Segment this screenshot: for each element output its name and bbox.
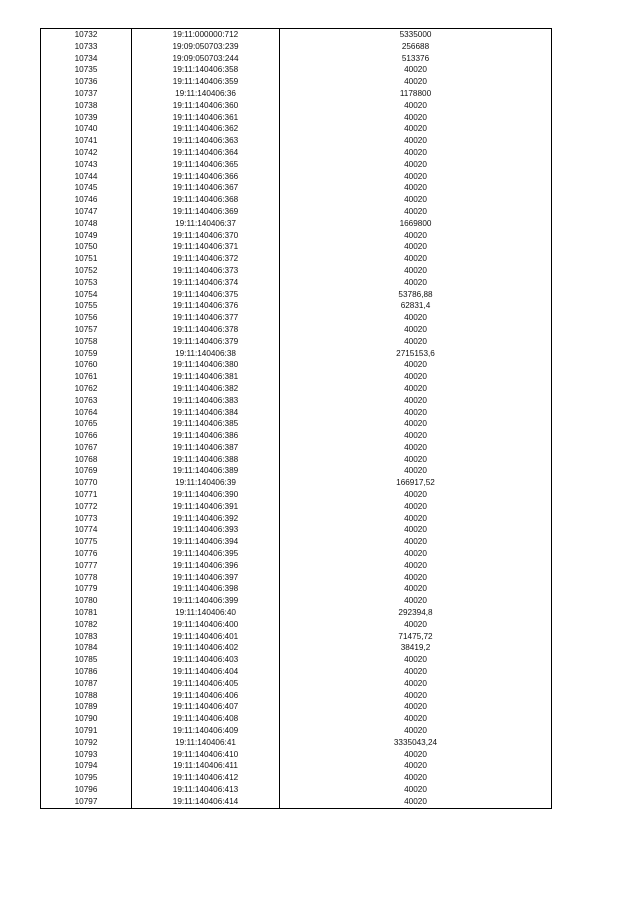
cadastral-number-cell: 19:11:140406:383 xyxy=(132,395,280,407)
value-cell: 40020 xyxy=(280,572,552,584)
cadastral-number-cell: 19:09:050703:239 xyxy=(132,41,280,53)
cadastral-number-cell: 19:11:140406:404 xyxy=(132,666,280,678)
row-number-cell: 10795 xyxy=(41,772,132,784)
table-row xyxy=(41,182,552,194)
table-row xyxy=(41,701,552,713)
row-number-cell: 10778 xyxy=(41,572,132,584)
row-number-cell: 10756 xyxy=(41,312,132,324)
row-number-cell: 10749 xyxy=(41,230,132,242)
cadastral-number-cell: 19:11:140406:414 xyxy=(132,796,280,808)
value-cell: 40020 xyxy=(280,100,552,112)
row-number-cell: 10751 xyxy=(41,253,132,265)
table-row xyxy=(41,241,552,253)
value-cell: 40020 xyxy=(280,430,552,442)
value-cell: 40020 xyxy=(280,418,552,430)
cadastral-number-cell: 19:11:140406:406 xyxy=(132,690,280,702)
row-number-cell: 10773 xyxy=(41,513,132,525)
cadastral-number-cell: 19:11:140406:369 xyxy=(132,206,280,218)
cadastral-number-cell: 19:11:140406:381 xyxy=(132,371,280,383)
value-cell: 40020 xyxy=(280,619,552,631)
cadastral-number-cell: 19:11:140406:38 xyxy=(132,348,280,360)
table-row xyxy=(41,631,552,643)
data-table xyxy=(40,28,552,809)
table-row xyxy=(41,465,552,477)
value-cell: 71475,72 xyxy=(280,631,552,643)
row-number-cell: 10761 xyxy=(41,371,132,383)
row-number-cell: 10735 xyxy=(41,64,132,76)
value-cell: 40020 xyxy=(280,772,552,784)
cadastral-number-cell: 19:11:140406:373 xyxy=(132,265,280,277)
table-row xyxy=(41,324,552,336)
row-number-cell: 10740 xyxy=(41,123,132,135)
value-cell: 62831,4 xyxy=(280,300,552,312)
table-row xyxy=(41,713,552,725)
value-cell: 40020 xyxy=(280,182,552,194)
cadastral-number-cell: 19:11:140406:367 xyxy=(132,182,280,194)
row-number-cell: 10758 xyxy=(41,336,132,348)
row-number-cell: 10734 xyxy=(41,53,132,65)
cadastral-number-cell: 19:11:140406:393 xyxy=(132,524,280,536)
table-row xyxy=(41,560,552,572)
table-row xyxy=(41,725,552,737)
row-number-cell: 10737 xyxy=(41,88,132,100)
table-row xyxy=(41,289,552,301)
value-cell: 40020 xyxy=(280,465,552,477)
cadastral-number-cell: 19:11:140406:386 xyxy=(132,430,280,442)
row-number-cell: 10785 xyxy=(41,654,132,666)
table-row xyxy=(41,64,552,76)
table-row xyxy=(41,536,552,548)
row-number-cell: 10790 xyxy=(41,713,132,725)
value-cell: 40020 xyxy=(280,690,552,702)
cadastral-number-cell: 19:11:140406:395 xyxy=(132,548,280,560)
value-cell: 40020 xyxy=(280,713,552,725)
cadastral-number-cell: 19:11:140406:405 xyxy=(132,678,280,690)
row-number-cell: 10793 xyxy=(41,749,132,761)
row-number-cell: 10755 xyxy=(41,300,132,312)
value-cell: 40020 xyxy=(280,725,552,737)
value-cell: 40020 xyxy=(280,147,552,159)
cadastral-number-cell: 19:11:140406:36 xyxy=(132,88,280,100)
cadastral-number-cell: 19:11:140406:396 xyxy=(132,560,280,572)
value-cell: 40020 xyxy=(280,678,552,690)
table-row xyxy=(41,477,552,489)
table-row xyxy=(41,383,552,395)
row-number-cell: 10745 xyxy=(41,182,132,194)
table-row xyxy=(41,41,552,53)
row-number-cell: 10764 xyxy=(41,407,132,419)
value-cell: 40020 xyxy=(280,560,552,572)
cadastral-number-cell: 19:11:140406:384 xyxy=(132,407,280,419)
cadastral-number-cell: 19:11:140406:368 xyxy=(132,194,280,206)
row-number-cell: 10754 xyxy=(41,289,132,301)
table-row xyxy=(41,112,552,124)
row-number-cell: 10794 xyxy=(41,760,132,772)
table-row xyxy=(41,796,552,808)
table-row xyxy=(41,784,552,796)
value-cell: 513376 xyxy=(280,53,552,65)
row-number-cell: 10776 xyxy=(41,548,132,560)
table-row xyxy=(41,253,552,265)
table-row xyxy=(41,583,552,595)
value-cell: 3335043,24 xyxy=(280,737,552,749)
row-number-cell: 10757 xyxy=(41,324,132,336)
cadastral-number-cell: 19:11:140406:375 xyxy=(132,289,280,301)
value-cell: 40020 xyxy=(280,312,552,324)
table-row xyxy=(41,760,552,772)
row-number-cell: 10752 xyxy=(41,265,132,277)
table-row xyxy=(41,359,552,371)
value-cell: 40020 xyxy=(280,371,552,383)
cadastral-number-cell: 19:11:140406:364 xyxy=(132,147,280,159)
row-number-cell: 10760 xyxy=(41,359,132,371)
table-row xyxy=(41,772,552,784)
table-row xyxy=(41,312,552,324)
cadastral-number-cell: 19:11:140406:390 xyxy=(132,489,280,501)
cadastral-number-cell: 19:11:140406:358 xyxy=(132,64,280,76)
cadastral-number-cell: 19:11:140406:360 xyxy=(132,100,280,112)
table-row xyxy=(41,678,552,690)
value-cell: 40020 xyxy=(280,407,552,419)
table-row xyxy=(41,135,552,147)
table-row xyxy=(41,501,552,513)
cadastral-number-cell: 19:09:050703:244 xyxy=(132,53,280,65)
cadastral-number-cell: 19:11:140406:412 xyxy=(132,772,280,784)
cadastral-number-cell: 19:11:140406:379 xyxy=(132,336,280,348)
value-cell: 40020 xyxy=(280,123,552,135)
value-cell: 40020 xyxy=(280,135,552,147)
value-cell: 40020 xyxy=(280,583,552,595)
cadastral-number-cell: 19:11:140406:370 xyxy=(132,230,280,242)
value-cell: 38419,2 xyxy=(280,642,552,654)
value-cell: 40020 xyxy=(280,548,552,560)
row-number-cell: 10738 xyxy=(41,100,132,112)
value-cell: 40020 xyxy=(280,454,552,466)
row-number-cell: 10771 xyxy=(41,489,132,501)
value-cell: 40020 xyxy=(280,760,552,772)
table-row xyxy=(41,454,552,466)
row-number-cell: 10746 xyxy=(41,194,132,206)
value-cell: 256688 xyxy=(280,41,552,53)
cadastral-number-cell: 19:11:140406:41 xyxy=(132,737,280,749)
value-cell: 5335000 xyxy=(280,29,552,41)
table-row xyxy=(41,524,552,536)
cadastral-number-cell: 19:11:140406:371 xyxy=(132,241,280,253)
value-cell: 53786,88 xyxy=(280,289,552,301)
row-number-cell: 10781 xyxy=(41,607,132,619)
cadastral-number-cell: 19:11:140406:399 xyxy=(132,595,280,607)
row-number-cell: 10789 xyxy=(41,701,132,713)
row-number-cell: 10787 xyxy=(41,678,132,690)
cadastral-number-cell: 19:11:140406:407 xyxy=(132,701,280,713)
value-cell: 40020 xyxy=(280,76,552,88)
table-row xyxy=(41,407,552,419)
row-number-cell: 10782 xyxy=(41,619,132,631)
cadastral-number-cell: 19:11:140406:392 xyxy=(132,513,280,525)
value-cell: 292394,8 xyxy=(280,607,552,619)
value-cell: 40020 xyxy=(280,442,552,454)
value-cell: 166917,52 xyxy=(280,477,552,489)
table-row xyxy=(41,336,552,348)
row-number-cell: 10775 xyxy=(41,536,132,548)
value-cell: 40020 xyxy=(280,159,552,171)
table-row xyxy=(41,395,552,407)
value-cell: 40020 xyxy=(280,749,552,761)
table-row xyxy=(41,749,552,761)
table-row xyxy=(41,607,552,619)
cadastral-number-cell: 19:11:140406:398 xyxy=(132,583,280,595)
row-number-cell: 10777 xyxy=(41,560,132,572)
value-cell: 1669800 xyxy=(280,218,552,230)
row-number-cell: 10769 xyxy=(41,465,132,477)
cadastral-number-cell: 19:11:140406:365 xyxy=(132,159,280,171)
table-row xyxy=(41,595,552,607)
value-cell: 40020 xyxy=(280,536,552,548)
cadastral-number-cell: 19:11:140406:363 xyxy=(132,135,280,147)
cadastral-number-cell: 19:11:140406:388 xyxy=(132,454,280,466)
table-row xyxy=(41,737,552,749)
cadastral-number-cell: 19:11:000000:712 xyxy=(132,29,280,41)
cadastral-number-cell: 19:11:140406:401 xyxy=(132,631,280,643)
value-cell: 1178800 xyxy=(280,88,552,100)
row-number-cell: 10733 xyxy=(41,41,132,53)
value-cell: 40020 xyxy=(280,701,552,713)
cadastral-number-cell: 19:11:140406:378 xyxy=(132,324,280,336)
value-cell: 40020 xyxy=(280,241,552,253)
table-row xyxy=(41,88,552,100)
table-row xyxy=(41,218,552,230)
row-number-cell: 10759 xyxy=(41,348,132,360)
cadastral-number-cell: 19:11:140406:389 xyxy=(132,465,280,477)
table-row xyxy=(41,300,552,312)
value-cell: 40020 xyxy=(280,513,552,525)
table-row xyxy=(41,277,552,289)
table-body xyxy=(41,29,552,809)
row-number-cell: 10786 xyxy=(41,666,132,678)
cadastral-number-cell: 19:11:140406:374 xyxy=(132,277,280,289)
table-row xyxy=(41,666,552,678)
table-row xyxy=(41,53,552,65)
row-number-cell: 10763 xyxy=(41,395,132,407)
value-cell: 40020 xyxy=(280,112,552,124)
row-number-cell: 10767 xyxy=(41,442,132,454)
table-row xyxy=(41,430,552,442)
table-row xyxy=(41,230,552,242)
table-row xyxy=(41,206,552,218)
cadastral-number-cell: 19:11:140406:400 xyxy=(132,619,280,631)
cadastral-number-cell: 19:11:140406:40 xyxy=(132,607,280,619)
value-cell: 40020 xyxy=(280,277,552,289)
table-row xyxy=(41,348,552,360)
cadastral-number-cell: 19:11:140406:376 xyxy=(132,300,280,312)
table-row xyxy=(41,265,552,277)
row-number-cell: 10736 xyxy=(41,76,132,88)
table-row xyxy=(41,418,552,430)
value-cell: 40020 xyxy=(280,595,552,607)
value-cell: 40020 xyxy=(280,383,552,395)
value-cell: 40020 xyxy=(280,64,552,76)
row-number-cell: 10792 xyxy=(41,737,132,749)
cadastral-number-cell: 19:11:140406:394 xyxy=(132,536,280,548)
cadastral-number-cell: 19:11:140406:385 xyxy=(132,418,280,430)
cadastral-number-cell: 19:11:140406:408 xyxy=(132,713,280,725)
cadastral-number-cell: 19:11:140406:372 xyxy=(132,253,280,265)
table-row xyxy=(41,29,552,41)
value-cell: 40020 xyxy=(280,654,552,666)
row-number-cell: 10797 xyxy=(41,796,132,808)
value-cell: 40020 xyxy=(280,324,552,336)
row-number-cell: 10748 xyxy=(41,218,132,230)
row-number-cell: 10762 xyxy=(41,383,132,395)
row-number-cell: 10753 xyxy=(41,277,132,289)
row-number-cell: 10770 xyxy=(41,477,132,489)
cadastral-number-cell: 19:11:140406:413 xyxy=(132,784,280,796)
table-row xyxy=(41,123,552,135)
table-row xyxy=(41,690,552,702)
value-cell: 40020 xyxy=(280,206,552,218)
value-cell: 40020 xyxy=(280,489,552,501)
value-cell: 40020 xyxy=(280,524,552,536)
cadastral-number-cell: 19:11:140406:387 xyxy=(132,442,280,454)
cadastral-number-cell: 19:11:140406:37 xyxy=(132,218,280,230)
row-number-cell: 10750 xyxy=(41,241,132,253)
table-row xyxy=(41,489,552,501)
cadastral-number-cell: 19:11:140406:403 xyxy=(132,654,280,666)
cadastral-number-cell: 19:11:140406:380 xyxy=(132,359,280,371)
row-number-cell: 10743 xyxy=(41,159,132,171)
table-row xyxy=(41,572,552,584)
value-cell: 40020 xyxy=(280,230,552,242)
row-number-cell: 10774 xyxy=(41,524,132,536)
cadastral-number-cell: 19:11:140406:402 xyxy=(132,642,280,654)
row-number-cell: 10788 xyxy=(41,690,132,702)
row-number-cell: 10796 xyxy=(41,784,132,796)
table-row xyxy=(41,548,552,560)
row-number-cell: 10780 xyxy=(41,595,132,607)
value-cell: 40020 xyxy=(280,336,552,348)
row-number-cell: 10742 xyxy=(41,147,132,159)
row-number-cell: 10739 xyxy=(41,112,132,124)
row-number-cell: 10772 xyxy=(41,501,132,513)
row-number-cell: 10768 xyxy=(41,454,132,466)
value-cell: 40020 xyxy=(280,666,552,678)
table-row xyxy=(41,171,552,183)
cadastral-number-cell: 19:11:140406:359 xyxy=(132,76,280,88)
value-cell: 40020 xyxy=(280,395,552,407)
table-row xyxy=(41,159,552,171)
row-number-cell: 10791 xyxy=(41,725,132,737)
cadastral-number-cell: 19:11:140406:361 xyxy=(132,112,280,124)
cadastral-number-cell: 19:11:140406:366 xyxy=(132,171,280,183)
value-cell: 40020 xyxy=(280,253,552,265)
value-cell: 40020 xyxy=(280,501,552,513)
cadastral-number-cell: 19:11:140406:409 xyxy=(132,725,280,737)
row-number-cell: 10784 xyxy=(41,642,132,654)
cadastral-number-cell: 19:11:140406:362 xyxy=(132,123,280,135)
table-row xyxy=(41,371,552,383)
row-number-cell: 10741 xyxy=(41,135,132,147)
table-row xyxy=(41,619,552,631)
value-cell: 40020 xyxy=(280,796,552,808)
row-number-cell: 10779 xyxy=(41,583,132,595)
table-row xyxy=(41,642,552,654)
cadastral-number-cell: 19:11:140406:377 xyxy=(132,312,280,324)
table-row xyxy=(41,654,552,666)
cadastral-number-cell: 19:11:140406:39 xyxy=(132,477,280,489)
value-cell: 40020 xyxy=(280,359,552,371)
row-number-cell: 10765 xyxy=(41,418,132,430)
table-row xyxy=(41,513,552,525)
value-cell: 40020 xyxy=(280,171,552,183)
table-row xyxy=(41,147,552,159)
table-row xyxy=(41,442,552,454)
row-number-cell: 10783 xyxy=(41,631,132,643)
row-number-cell: 10747 xyxy=(41,206,132,218)
row-number-cell: 10766 xyxy=(41,430,132,442)
value-cell: 40020 xyxy=(280,784,552,796)
cadastral-number-cell: 19:11:140406:397 xyxy=(132,572,280,584)
cadastral-number-cell: 19:11:140406:410 xyxy=(132,749,280,761)
value-cell: 40020 xyxy=(280,194,552,206)
table-row xyxy=(41,76,552,88)
row-number-cell: 10744 xyxy=(41,171,132,183)
value-cell: 2715153,6 xyxy=(280,348,552,360)
row-number-cell: 10732 xyxy=(41,29,132,41)
table-row xyxy=(41,194,552,206)
cadastral-number-cell: 19:11:140406:382 xyxy=(132,383,280,395)
cadastral-number-cell: 19:11:140406:411 xyxy=(132,760,280,772)
value-cell: 40020 xyxy=(280,265,552,277)
cadastral-number-cell: 19:11:140406:391 xyxy=(132,501,280,513)
table-row xyxy=(41,100,552,112)
